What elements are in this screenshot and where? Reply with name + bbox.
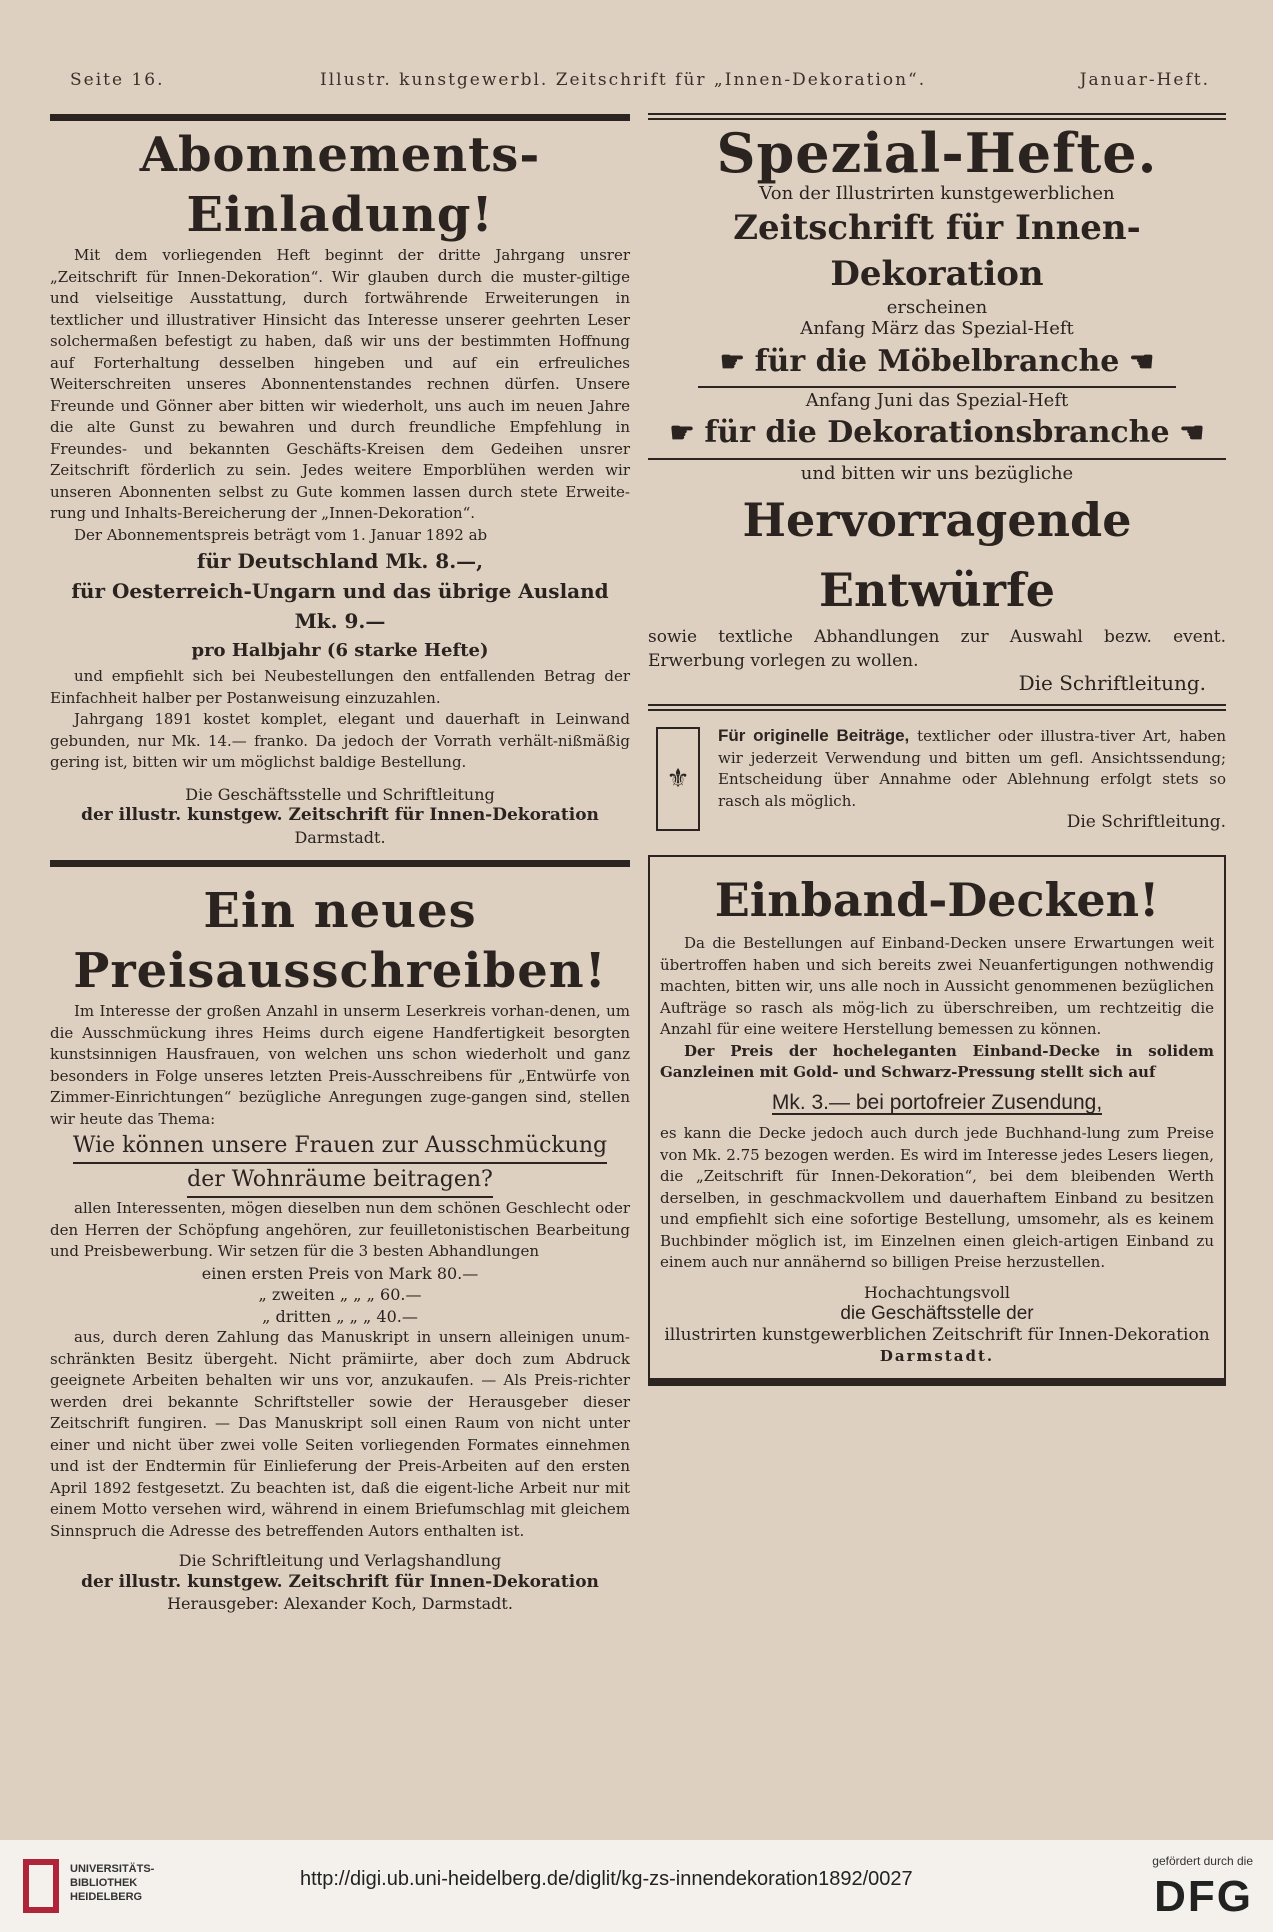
divider (648, 458, 1226, 460)
einband-text: Der Preis der hocheleganten Einband-Decke in solidem Ganzleinen mit Gold- und Schwarz-Pressung stellt sich auf (660, 1041, 1214, 1081)
spezial-line: und bitten wir uns bezügliche (800, 463, 1074, 484)
dfg-logo: DFG (1154, 1872, 1253, 1921)
spezial-line: Anfang März das Spezial-Heft (800, 318, 1074, 339)
abo-text: Mit dem vorliegenden Heft beginnt der dritte Jahrgang unsrer „Zeitschrift für Innen-Dekoration“. Wir glauben durch die muster-giltige und vielseitige Ausstattung, durch fortwährende Erweiterungen in textlicher und illustrativer Hinsicht das Interesse unserer geehrten Leser solchermaßen befestigt zu haben, daß wir uns der bestimmten Hoffnung auf Forterhaltung desselben hingeben und auf ein erfreuliches Weiterschreiten unseres Abonnentenstandes rechnen dürfen. Unsere Freunde und Gönner aber bitten wir wiederholt, uns auch im neuen Jahre die alte Gunst zu bewahren und durch freundliche Empfehlung in Freundes- und bekannten Geschäfts-Kreisen dem Gedeihen unsrer Zeitschrift förderlich zu sein. Jedes weitere Emporblühen werden wir unseren Abonnenten selbst zu Gute kommen lassen durch stete Erweite-rung und Inhalts-Bereicherung der „Innen-Dekoration“. (50, 246, 630, 522)
preis-title: Ein neues Preisausschreiben! (73, 883, 607, 999)
issue-label: Januar-Heft. (1079, 70, 1210, 90)
preis-signature: Die Schriftleitung und Verlagshandlung (178, 1551, 502, 1570)
preis-text: aus, durch deren Zahlung das Manuskript in unsern alleinigen unum-schränkten Besitz übergeht. Nicht prämiirte, aber doch zum Abdruck geeignete Arbeiten behalten wir uns vor, anzukaufen. — Als Preis-richter werden drei bekannte Schriftsteller sowie der Herausgeber dieser Zeitschrift fungiren. — Das Manuskript soll einen Raum von nicht unter einer und nicht über zwei volle Seiten vorliegenden Formates einnehmen und ist der Endtermin für Einlieferung der Preis-Arbeiten auf den ersten April 1892 festgesetzt. Zu beachten ist, daß die eigent-liche Arbeit nur mit einem Motto versehen wird, während in einem Briefumschlag mit gleichem Sinnspruch die Adresse des betreffenden Autors enthalten ist. (50, 1328, 630, 1540)
right-column (648, 110, 1226, 1386)
preis-text: Im Interesse der großen Anzahl in unserm Leserkreis vorhan-denen, um die Ausschmückung ihres Heims durch eigene Handfertigkeit besorgten kunstsinnigen Hausfrauen, von welchen uns schon wiederholt und ganz besonders in Folge unseres letzten Preis-Ausschreibens für „Entwürfe von Zimmer-Einrichtungen“ bezügliche Anregungen zuge-gangen sind, stellen wir heute das Thema: (50, 1002, 630, 1128)
abo-place: Darmstadt. (294, 827, 386, 847)
left-column (50, 110, 630, 1615)
funding-text: gefördert durch die (1152, 1854, 1253, 1868)
price-germany: für Deutschland Mk. 8.—, (196, 549, 484, 573)
divider (648, 704, 1226, 706)
prize-line: einen ersten Preis von Mark 80.— (201, 1263, 479, 1283)
journal-title: Illustr. kunstgewerbl. Zeitschrift für „Innen-Dekoration“. (320, 70, 927, 90)
pointing-hand-icon: ☛ (719, 344, 755, 378)
spezial-entwuerfe: Hervorragende Entwürfe (742, 492, 1132, 617)
university-library-logo (22, 1858, 60, 1914)
spezial-signature: Die Schriftleitung. (1018, 670, 1206, 695)
beitraege-notice (648, 725, 1226, 835)
einband-text: Da die Bestellungen auf Einband-Decken unsere Erwartungen weit übertroffen haben und sich bereits zwei Neuanfertigungen nothwendig machten, bitten wir, uns alle noch in Aussicht genommenen bezüglichen Aufträge so rasch als mög-lich zu überschreiben, um rechtzeitig die Anzahl für eine weitere Herstellung bemessen zu können. (660, 934, 1214, 1038)
theme-line (50, 1164, 630, 1198)
beitraege-signature: Die Schriftleitung. (1066, 812, 1226, 832)
preis-signature: der illustr. kunstgew. Zeitschrift für Innen-Dekoration (81, 1571, 599, 1592)
pointing-hand-icon: ☚ (1119, 344, 1155, 378)
abo-title: Abonnements-Einladung! (139, 127, 541, 243)
spezial-title: Spezial-Hefte. (716, 121, 1158, 185)
price-period: pro Halbjahr (6 starke Hefte) (191, 640, 489, 661)
divider (698, 386, 1176, 388)
prize-line: „ zweiten „ „ „ 60.— (258, 1285, 422, 1304)
spezial-line: sowie textliche Abhandlungen zur Auswahl bezw. event. Erwerbung vorlegen zu wollen. (648, 626, 1226, 671)
spezial-line: Anfang Juni das Spezial-Heft (805, 389, 1069, 411)
abo-text: Der Abonnementspreis beträgt vom 1. Januar 1892 ab (74, 525, 488, 544)
abo-text: und empfiehlt sich bei Neubestellungen den entfallenden Betrag der Einfachheit halber per Postanweisung einzuzahlen. (50, 667, 630, 707)
spezial-journal: Zeitschrift für Innen-Dekoration (733, 207, 1141, 294)
einband-signature: die Geschäftsstelle der (840, 1303, 1034, 1324)
spezial-line: Von der Illustrirten kunstgewerblichen (759, 183, 1115, 204)
einband-place: Darmstadt. (879, 1347, 995, 1365)
einband-signature: Hochachtungsvoll (863, 1282, 1011, 1302)
pointing-hand-icon: ☛ (669, 416, 705, 449)
prize-line: „ dritten „ „ „ 40.— (262, 1306, 418, 1326)
beitraege-text: textlicher oder illustra-tiver Art, haben wir jederzeit Verwendung und bitten um gefl. Ansichtssendung; Entscheidung über Annahme oder Ablehnung erfolgt stets so rasch als möglich. (718, 727, 1226, 810)
permalink[interactable]: http://digi.ub.uni-heidelberg.de/diglit/kg-zs-innendekoration1892/0027 (300, 1868, 913, 1890)
theme-question: Wie können unsere Frauen zur Ausschmückung (73, 1130, 607, 1164)
spezial-dekoration: ☛ für die Dekorationsbranche ☚ (669, 415, 1205, 450)
einband-box (648, 855, 1226, 1386)
divider (648, 113, 1226, 115)
abo-signature: der illustr. kunstgew. Zeitschrift für Innen-Dekoration (81, 805, 599, 825)
einband-price-line (660, 1092, 1214, 1116)
price-abroad: für Oesterreich-Ungarn und das übrige Ausland Mk. 9.— (71, 579, 609, 633)
preis-publisher: Herausgeber: Alexander Koch, Darmstadt. (167, 1594, 513, 1613)
beitraege-lead: Für originelle Beiträge, (718, 726, 910, 745)
einband-price: Mk. 3.— bei portofreier Zusendung, (771, 1090, 1103, 1114)
divider (50, 860, 630, 867)
pointing-hand-icon: ☚ (1169, 416, 1205, 449)
spezial-moebel: ☛ für die Möbelbranche ☚ (719, 343, 1155, 379)
ornament-icon: ⚜ (656, 727, 700, 831)
theme-question: der Wohnräume beitragen? (187, 1164, 493, 1198)
theme-line (50, 1130, 630, 1164)
running-header (70, 70, 1210, 102)
library-name: UNIVERSITÄTS- BIBLIOTHEK HEIDELBERG (70, 1863, 155, 1903)
viewer-footer (0, 1840, 1273, 1932)
spezial-line: erscheinen (886, 296, 988, 318)
page-number: Seite 16. (70, 70, 165, 90)
abo-signature: Die Geschäftsstelle und Schriftleitung (185, 784, 495, 804)
einband-signature: illustrirten kunstgewerblichen Zeitschrift für Innen-Dekoration (664, 1324, 1210, 1345)
abo-text: Jahrgang 1891 kostet komplet, elegant und dauerhaft in Leinwand gebunden, nur Mk. 14.— franko. Da jedoch der Vorrath verhält-nißmäßig gering ist, bitten wir um möglichst baldige Bestellung. (50, 710, 630, 771)
einband-title: Einband-Decken! (714, 873, 1160, 927)
divider (50, 114, 630, 121)
preis-text: allen Interessenten, mögen dieselben nun dem schönen Geschlecht oder den Herren der Schöpfung angehören, zur feuilletonistischen Bearbeitung und Preisbewerbung. Wir setzen für die 3 besten Abhandlungen (50, 1199, 630, 1260)
divider (648, 709, 1226, 711)
einband-text: es kann die Decke jedoch auch durch jede Buchhand-lung zum Preise von Mk. 2.75 bezogen werden. Es wird im Interesse jedes Lesers liegen, die „Zeitschrift für Innen-Dekoration“, bei dem bleibenden Werth derselben, in geschmackvollem und dauerhaftem Einband zu besitzen und empfiehlt sich eine sofortige Bestellung, umsomehr, als es keinem Buchbinder möglich ist, im Einzelnen einen gleich-artigen Einband zu einem auch nur annähernd so billigen Preise herzustellen. (660, 1124, 1214, 1271)
divider (648, 118, 1226, 120)
